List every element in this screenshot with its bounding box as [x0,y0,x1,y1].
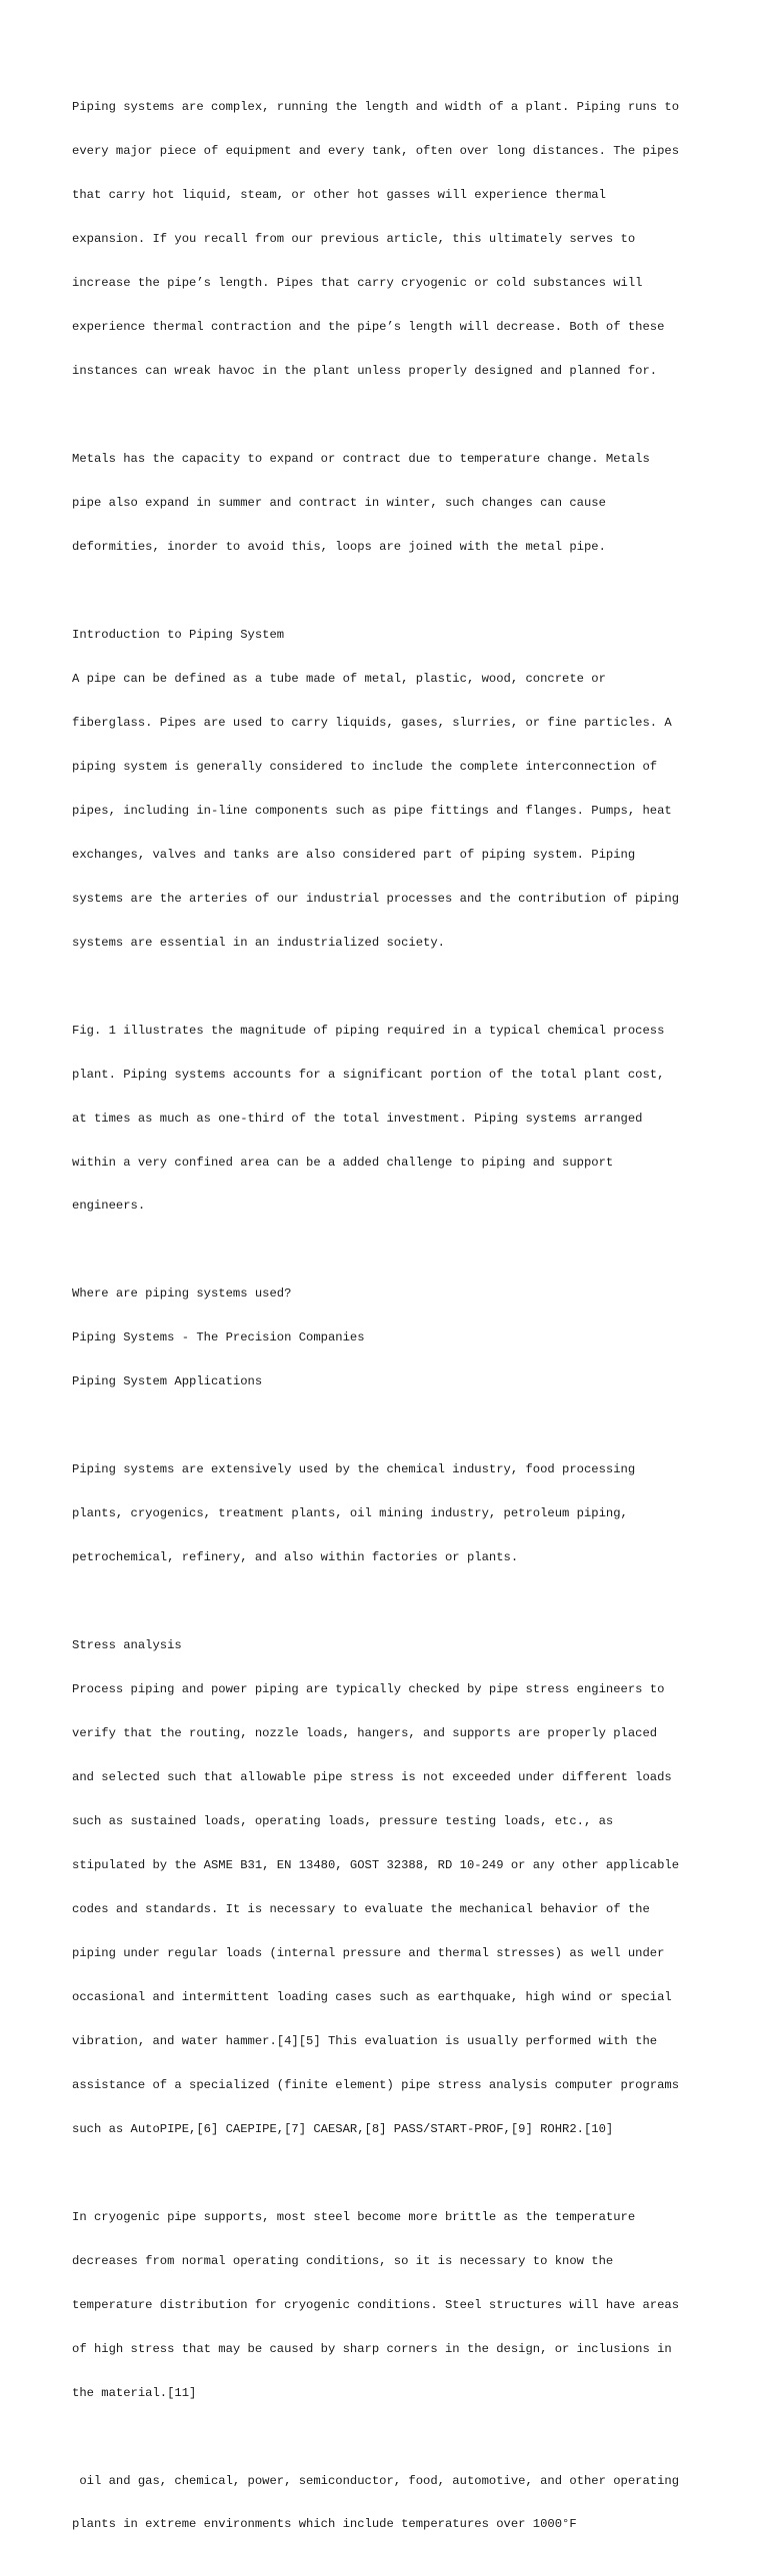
text-line: petrochemical, refinery, and also within factories or plants. [72,1550,519,1565]
text-line: deformities, inorder to avoid this, loops are joined with the metal pipe. [72,539,606,554]
text-line: assistance of a specialized (finite element) pipe stress analysis computer programs [72,2077,680,2092]
paragraph-extreme-environments [72,2444,712,2561]
text-line: In cryogenic pipe supports, most steel become more brittle as the temperature [72,2209,636,2224]
text-line: piping under regular loads (internal pressure and thermal stresses) as well under [72,1945,665,1960]
text-line: A pipe can be defined as a tube made of metal, plastic, wood, concrete or [72,671,606,686]
text-line: pipe also expand in summer and contract in winter, such changes can cause [72,496,606,511]
text-line: piping system is generally considered to include the complete interconnection of [72,759,658,774]
section-heading: Where are piping systems used? [72,1287,292,1301]
text-line: plants in extreme environments which include temperatures over 1000°F [72,2517,577,2532]
text-line: expansion. If you recall from our previous article, this ultimately serves to [72,232,636,247]
text-line: vibration, and water hammer.[4][5] This evaluation is usually performed with the [72,2033,658,2048]
section-heading: Introduction to Piping System [72,627,285,642]
text-line: of high stress that may be caused by sharp corners in the design, or inclusions in [72,2341,672,2356]
text-line: Metals has the capacity to expand or contract due to temperature change. Metals [72,452,650,467]
paragraph-cryogenic-supports [72,2180,712,2429]
text-line: engineers. [72,1199,146,1214]
text-line: instances can wreak havoc in the plant unless properly designed and planned for. [72,364,658,379]
text-line: plant. Piping systems accounts for a significant portion of the total plant cost, [72,1067,665,1082]
text-line: decreases from normal operating conditions, so it is necessary to know the [72,2253,614,2268]
paragraph-fig-1 [72,994,712,1243]
text-line: Process piping and power piping are typically checked by pipe stress engineers to [72,1682,665,1697]
paragraph-metals-expansion [72,423,712,584]
text-line: the material.[11] [72,2385,197,2400]
text-line: fiberglass. Pipes are used to carry liquids, gases, slurries, or fine particles. A [72,715,672,730]
text-line: codes and standards. It is necessary to evaluate the mechanical behavior of the [72,1901,650,1916]
text-line: such as AutoPIPE,[6] CAEPIPE,[7] CAESAR,[8] PASS/START-PROF,[9] ROHR2.[10] [72,2121,614,2136]
paragraph-stress-analysis [72,1609,712,2166]
text-line: that carry hot liquid, steam, or other hot gasses will experience thermal [72,188,606,203]
text-line: occasional and intermittent loading cases such as earthquake, high wind or special [72,1989,672,2004]
text-line: temperature distribution for cryogenic conditions. Steel structures will have areas [72,2297,680,2312]
paragraph-where-used [72,1258,712,1418]
text-line: stipulated by the ASME B31, EN 13480, GOST 32388, RD 10-249 or any other applicable [72,1857,680,1872]
text-line: pipes, including in-line components such as pipe fittings and flanges. Pumps, heat [72,803,672,818]
text-line: Piping systems are complex, running the length and width of a plant. Piping runs to [72,100,680,115]
text-line: such as sustained loads, operating loads, pressure testing loads, etc., as [72,1814,614,1828]
document-page [72,71,712,2576]
text-line: Piping systems are extensively used by the chemical industry, food processing [72,1462,636,1477]
paragraph-industries [72,1433,712,1594]
text-line: Piping Systems - The Precision Companies [72,1330,365,1345]
text-line: every major piece of equipment and every tank, often over long distances. The pipes [72,144,680,159]
paragraph-introduction [72,599,712,980]
text-line: systems are the arteries of our industrial processes and the contribution of piping [72,891,680,906]
text-line: within a very confined area can be a added challenge to piping and support [72,1155,614,1170]
text-line: increase the pipe’s length. Pipes that carry cryogenic or cold substances will [72,276,643,291]
paragraph-thermal-expansion [72,71,712,408]
text-line: verify that the routing, nozzle loads, hangers, and supports are properly placed [72,1726,658,1741]
text-line: plants, cryogenics, treatment plants, oil mining industry, petroleum piping, [72,1506,628,1521]
text-line: oil and gas, chemical, power, semiconductor, food, automotive, and other operating [72,2473,680,2488]
text-line: Fig. 1 illustrates the magnitude of piping required in a typical chemical process [72,1023,665,1038]
text-line: and selected such that allowable pipe stress is not exceeded under different loads [72,1770,672,1785]
text-line: exchanges, valves and tanks are also considered part of piping system. Piping [72,847,636,862]
text-line: experience thermal contraction and the pipe’s length will decrease. Both of these [72,320,665,335]
text-line: at times as much as one-third of the total investment. Piping systems arranged [72,1111,643,1126]
section-heading: Stress analysis [72,1638,182,1653]
text-line: Piping System Applications [72,1374,263,1389]
text-line: systems are essential in an industrialized society. [72,935,445,950]
